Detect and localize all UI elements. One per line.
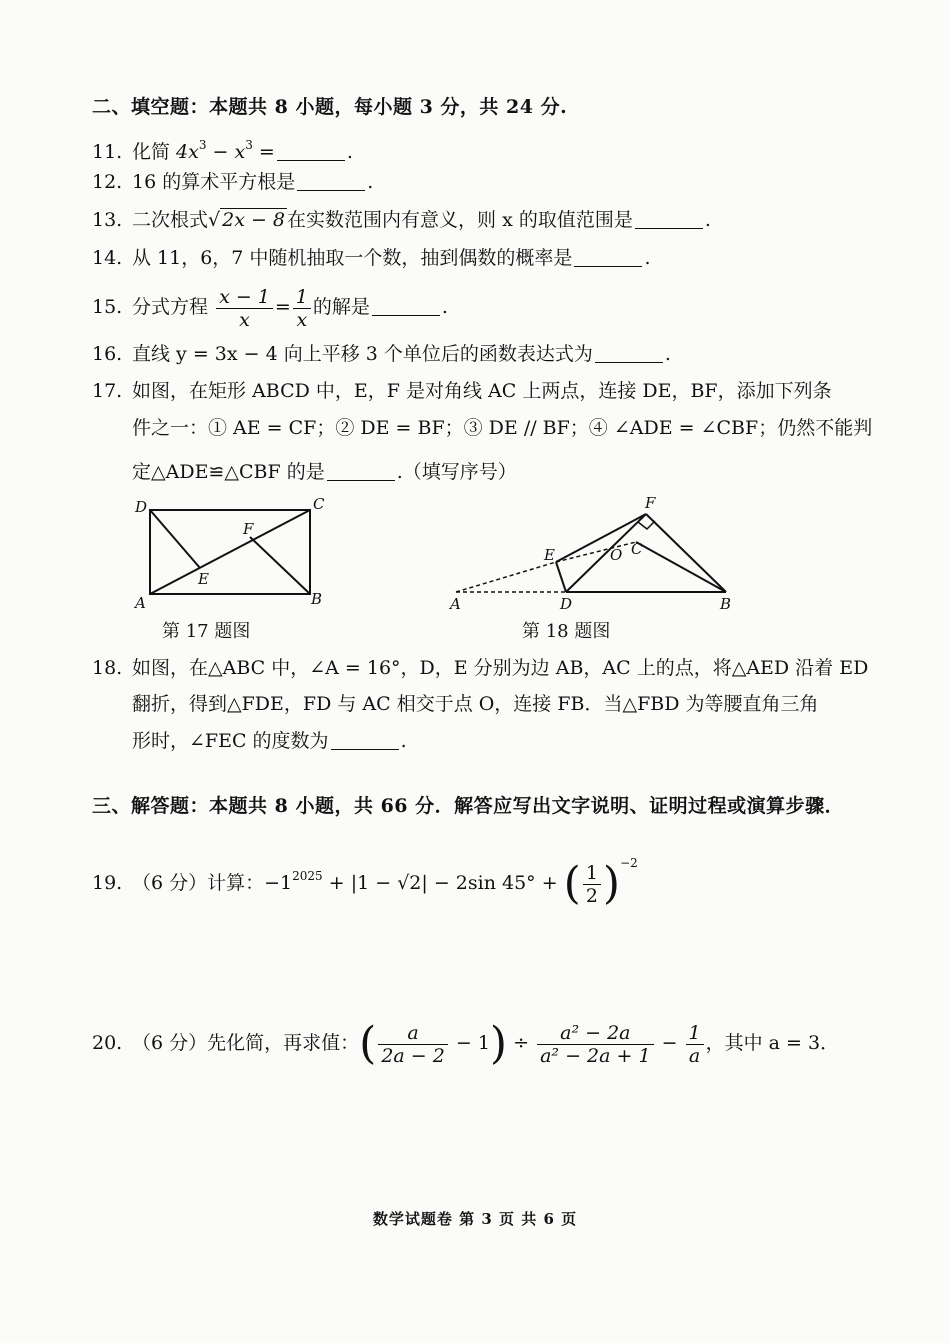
question-18-line-2: 翻折，得到△FDE，FD 与 AC 相交于点 O，连接 FB．当△FBD 为等腰直角三角 <box>132 693 819 715</box>
label-e: E <box>198 570 209 588</box>
figure-17-rectangle <box>130 492 330 614</box>
label-d: D <box>135 498 148 516</box>
left-paren: ( <box>563 858 581 909</box>
answer-blank <box>574 248 642 267</box>
label-b: B <box>311 590 323 608</box>
answer-blank <box>331 731 399 750</box>
page-footer: 数学试题卷 第 3 页 共 6 页 <box>372 1210 578 1228</box>
fraction: $\frac{\text{a² − 2a}}{\text{a² − 2a + 1}}$ <box>537 1022 653 1067</box>
question-12: 12. 16 的算术平方根是 . <box>92 171 374 193</box>
question-17-line-3: 定△ADE≌△CBF 的是 .（填写序号） <box>132 461 517 483</box>
segment-fb <box>646 514 726 592</box>
sqrt-sign: √ <box>208 209 221 231</box>
label-a: A <box>135 594 146 612</box>
question-18-line-1: 18. 如图，在△ABC 中，∠A = 16°，D，E 分别为边 AB，AC 上的点，将△AED 沿着 ED <box>92 657 869 679</box>
fraction: $\frac{a}{2a - 2}$ <box>378 1022 448 1067</box>
label-f: F <box>243 520 254 538</box>
right-paren: ) <box>489 1018 508 1069</box>
section-3-heading: 三、解答题：本题共 8 小题，共 66 分．解答应写出文字说明、证明过程或演算步骤． <box>92 795 845 817</box>
segment-ed <box>556 562 566 592</box>
left-paren: ( <box>359 1018 377 1069</box>
answer-blank <box>327 462 395 481</box>
question-11: 11. 化简 $4x^3 - x^3$ = . <box>92 138 353 163</box>
segment-ec-dashed <box>556 542 636 562</box>
question-16: 16. 直线 y = 3x − 4 向上平移 3 个单位后的函数表达式为 . <box>92 343 671 365</box>
fraction: $\frac{1}{x}$ <box>293 286 311 331</box>
answer-blank <box>595 344 663 363</box>
question-13: 13. 二次根式√ 2x − 8 在实数范围内有意义，则 x 的取值范围是 . <box>92 209 711 231</box>
section-2-heading: 二、填空题：本题共 8 小题，每小题 3 分，共 24 分. <box>92 96 568 118</box>
segment-bf <box>250 537 310 594</box>
label-c: C <box>313 495 325 513</box>
question-20: 20. （6 分）先化简，再求值：( $\frac{a}{2a - 2}$ − 1) ÷ $\frac{\text{a² − 2a}}{\text{a² − 2a + 1}}$ − $\frac{1}{a}$ ，其中 a = 3． <box>92 1018 840 1069</box>
question-15: 15. 分式方程 $\frac{x - 1}{x}$ = $\frac{1}{x}$ 的解是 . <box>92 285 448 331</box>
label-e: E <box>544 546 555 564</box>
right-paren: ) <box>602 858 621 909</box>
question-17-line-1: 17. 如图，在矩形 ABCD 中，E，F 是对角线 AC 上两点，连接 DE，BF，添加下列条 <box>92 380 832 402</box>
figure-17-caption: 第 17 题图 <box>162 621 251 642</box>
segment-ae-dashed <box>456 562 556 592</box>
answer-blank <box>277 142 345 161</box>
label-d: D <box>560 595 573 613</box>
label-o: O <box>610 546 623 564</box>
right-angle-mark <box>638 521 655 529</box>
question-14: 14. 从 11，6，7 中随机抽取一个数，抽到偶数的概率是 . <box>92 247 651 269</box>
figure-18-triangle <box>440 492 750 614</box>
label-f: F <box>645 494 656 512</box>
fraction: $\frac{1}{a}$ <box>686 1022 704 1067</box>
answer-blank <box>635 210 703 229</box>
label-a: A <box>450 595 461 613</box>
question-19: 19. （6 分）计算：$-1^{2025} + |1 - √2| - 2\sin$ 45° + ( $\frac{1}{2}$ )$^{-2}$ <box>92 856 638 909</box>
label-b: B <box>720 595 732 613</box>
fraction: $\frac{x - 1}{x}$ <box>216 286 273 331</box>
label-c: C <box>631 540 643 558</box>
answer-blank <box>372 297 440 316</box>
fraction: $\frac{1}{2}$ <box>583 862 601 907</box>
diagonal-ac <box>150 510 310 594</box>
figure-18-caption: 第 18 题图 <box>522 621 611 642</box>
question-17-line-2: 件之一：① AE = CF；② DE = BF；③ DE // BF；④ ∠ADE = ∠CBF；仍然不能判 <box>132 417 873 439</box>
question-18-line-3: 形时，∠FEC 的度数为 . <box>132 730 407 752</box>
segment-de <box>150 510 200 568</box>
answer-blank <box>297 172 365 191</box>
